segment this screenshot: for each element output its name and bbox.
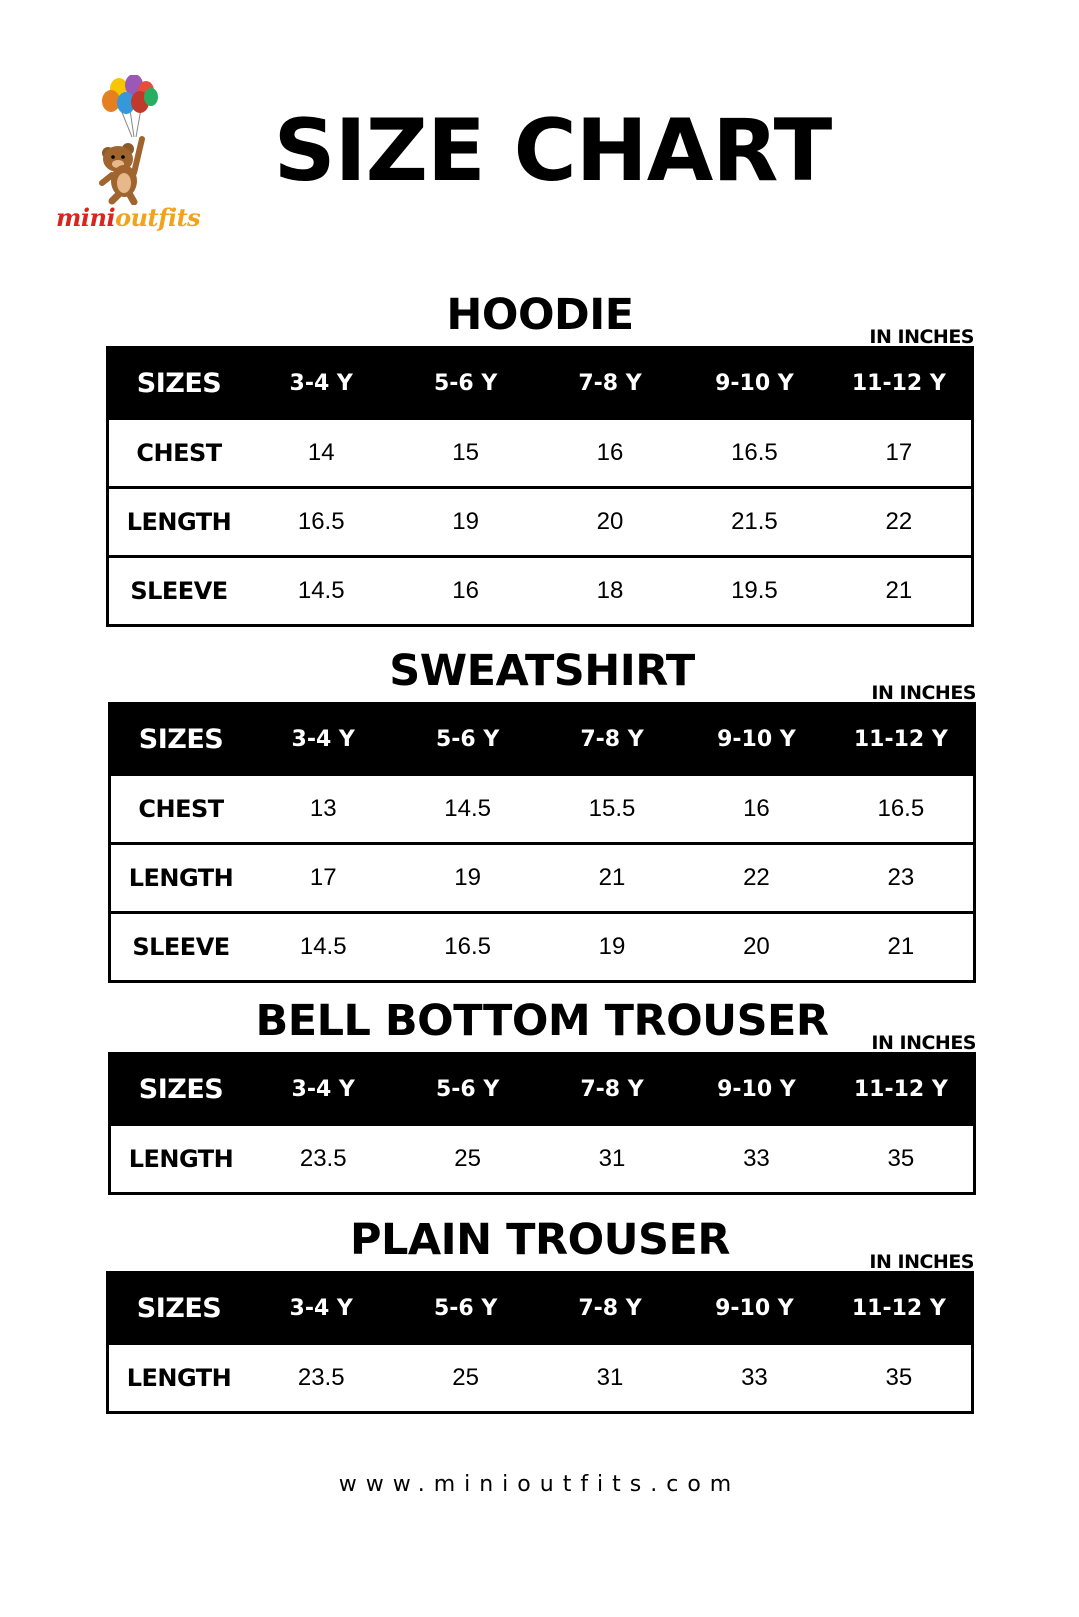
- column-header-size: 5-6 Y: [433, 1295, 498, 1321]
- column-header-size: 7-8 Y: [578, 1295, 642, 1321]
- measurement-cell: 35: [885, 1364, 913, 1391]
- measurement-cell: 20: [743, 933, 770, 960]
- row-label: CHEST: [138, 795, 224, 823]
- table-header-row: [111, 705, 973, 773]
- table-row: [109, 417, 971, 486]
- column-header-size: 5-6 Y: [435, 726, 500, 752]
- measurement-cell: 20: [596, 508, 624, 535]
- size-table: [108, 1052, 976, 1195]
- page-title: SIZE CHART: [273, 101, 832, 201]
- measurement-cell: 14.5: [297, 577, 345, 604]
- brand-name-part2: outfits: [115, 203, 201, 232]
- column-header-size: 11-12 Y: [851, 370, 946, 396]
- brand-name-part1: mini: [56, 203, 116, 232]
- measurement-cell: 31: [598, 1145, 626, 1172]
- column-header-sizes: SIZES: [138, 1073, 224, 1105]
- row-label: CHEST: [136, 439, 222, 467]
- measurement-cell: 19: [454, 864, 481, 891]
- column-header-size: 7-8 Y: [580, 1076, 644, 1102]
- column-header-size: 9-10 Y: [715, 1295, 794, 1321]
- row-label: LENGTH: [126, 508, 232, 536]
- column-header-size: 3-4 Y: [289, 370, 353, 396]
- row-label: LENGTH: [126, 1364, 232, 1392]
- column-header-size: 11-12 Y: [851, 1295, 946, 1321]
- units-label: IN INCHES: [871, 682, 976, 704]
- section-title: HOODIE: [446, 290, 634, 340]
- measurement-cell: 19: [452, 508, 479, 535]
- table-row: [111, 842, 973, 911]
- measurement-cell: 21: [885, 577, 913, 604]
- measurement-cell: 16.5: [877, 795, 925, 822]
- table-row: [111, 911, 973, 980]
- section-title: BELL BOTTOM TROUSER: [255, 996, 829, 1046]
- table-row: [109, 1342, 971, 1411]
- size-table: [108, 702, 976, 983]
- measurement-cell: 23.5: [297, 1364, 345, 1391]
- measurement-cell: 16: [596, 439, 624, 466]
- measurement-cell: 23.5: [299, 1145, 347, 1172]
- column-header-size: 11-12 Y: [853, 1076, 948, 1102]
- table-header-row: [109, 1274, 971, 1342]
- size-table: [106, 346, 974, 627]
- website-url: www.minioutfits.com: [338, 1472, 741, 1497]
- measurement-cell: 13: [309, 795, 337, 822]
- measurement-cell: 19: [598, 933, 626, 960]
- units-label: IN INCHES: [869, 326, 974, 348]
- column-header-size: 11-12 Y: [853, 726, 948, 752]
- measurement-cell: 14.5: [444, 795, 491, 822]
- column-header-size: 3-4 Y: [291, 1076, 355, 1102]
- measurement-cell: 35: [887, 1145, 915, 1172]
- measurement-cell: 21: [887, 933, 915, 960]
- section-title: SWEATSHIRT: [389, 646, 695, 696]
- table-row: [111, 773, 973, 842]
- measurement-cell: 16: [452, 577, 479, 604]
- measurement-cell: 25: [454, 1145, 481, 1172]
- table-row: [109, 486, 971, 555]
- measurement-cell: 22: [743, 864, 770, 891]
- size-table: [106, 1271, 974, 1414]
- size-table-section: [106, 1215, 974, 1414]
- row-label: LENGTH: [128, 1145, 234, 1173]
- measurement-cell: 19.5: [731, 577, 778, 604]
- measurement-cell: 14.5: [299, 933, 347, 960]
- size-table-section: [108, 996, 976, 1195]
- measurement-cell: 25: [452, 1364, 479, 1391]
- column-header-sizes: SIZES: [136, 367, 222, 399]
- measurement-cell: 16.5: [297, 508, 345, 535]
- table-header-row: [111, 1055, 973, 1123]
- row-label: SLEEVE: [132, 933, 230, 961]
- measurement-cell: 33: [743, 1145, 770, 1172]
- row-label: SLEEVE: [130, 577, 228, 605]
- measurement-cell: 33: [741, 1364, 768, 1391]
- measurement-cell: 15.5: [588, 795, 636, 822]
- measurement-cell: 21: [598, 864, 626, 891]
- measurement-cell: 18: [596, 577, 624, 604]
- table-header-row: [109, 349, 971, 417]
- units-label: IN INCHES: [871, 1032, 976, 1054]
- column-header-size: 9-10 Y: [717, 726, 796, 752]
- column-header-size: 9-10 Y: [715, 370, 794, 396]
- column-header-size: 3-4 Y: [289, 1295, 353, 1321]
- column-header-size: 5-6 Y: [433, 370, 498, 396]
- measurement-cell: 15: [452, 439, 479, 466]
- brand-wordmark: [56, 203, 200, 232]
- measurement-cell: 14: [307, 439, 335, 466]
- size-table-section: [106, 290, 974, 627]
- column-header-size: 9-10 Y: [717, 1076, 796, 1102]
- measurement-cell: 23: [887, 864, 915, 891]
- units-label: IN INCHES: [869, 1251, 974, 1273]
- measurement-cell: 16.5: [731, 439, 778, 466]
- measurement-cell: 21.5: [731, 508, 778, 535]
- measurement-cell: 16: [743, 795, 770, 822]
- column-header-size: 7-8 Y: [578, 370, 642, 396]
- table-row: [111, 1123, 973, 1192]
- column-header-size: 3-4 Y: [291, 726, 355, 752]
- size-table-section: [108, 646, 976, 983]
- column-header-sizes: SIZES: [138, 723, 224, 755]
- measurement-cell: 17: [309, 864, 337, 891]
- section-title: PLAIN TROUSER: [349, 1215, 731, 1265]
- measurement-cell: 31: [596, 1364, 624, 1391]
- table-row: [109, 555, 971, 624]
- column-header-size: 7-8 Y: [580, 726, 644, 752]
- measurement-cell: 22: [885, 508, 913, 535]
- measurement-cell: 17: [885, 439, 913, 466]
- measurement-cell: 16.5: [444, 933, 491, 960]
- column-header-sizes: SIZES: [136, 1292, 222, 1324]
- column-header-size: 5-6 Y: [435, 1076, 500, 1102]
- row-label: LENGTH: [128, 864, 234, 892]
